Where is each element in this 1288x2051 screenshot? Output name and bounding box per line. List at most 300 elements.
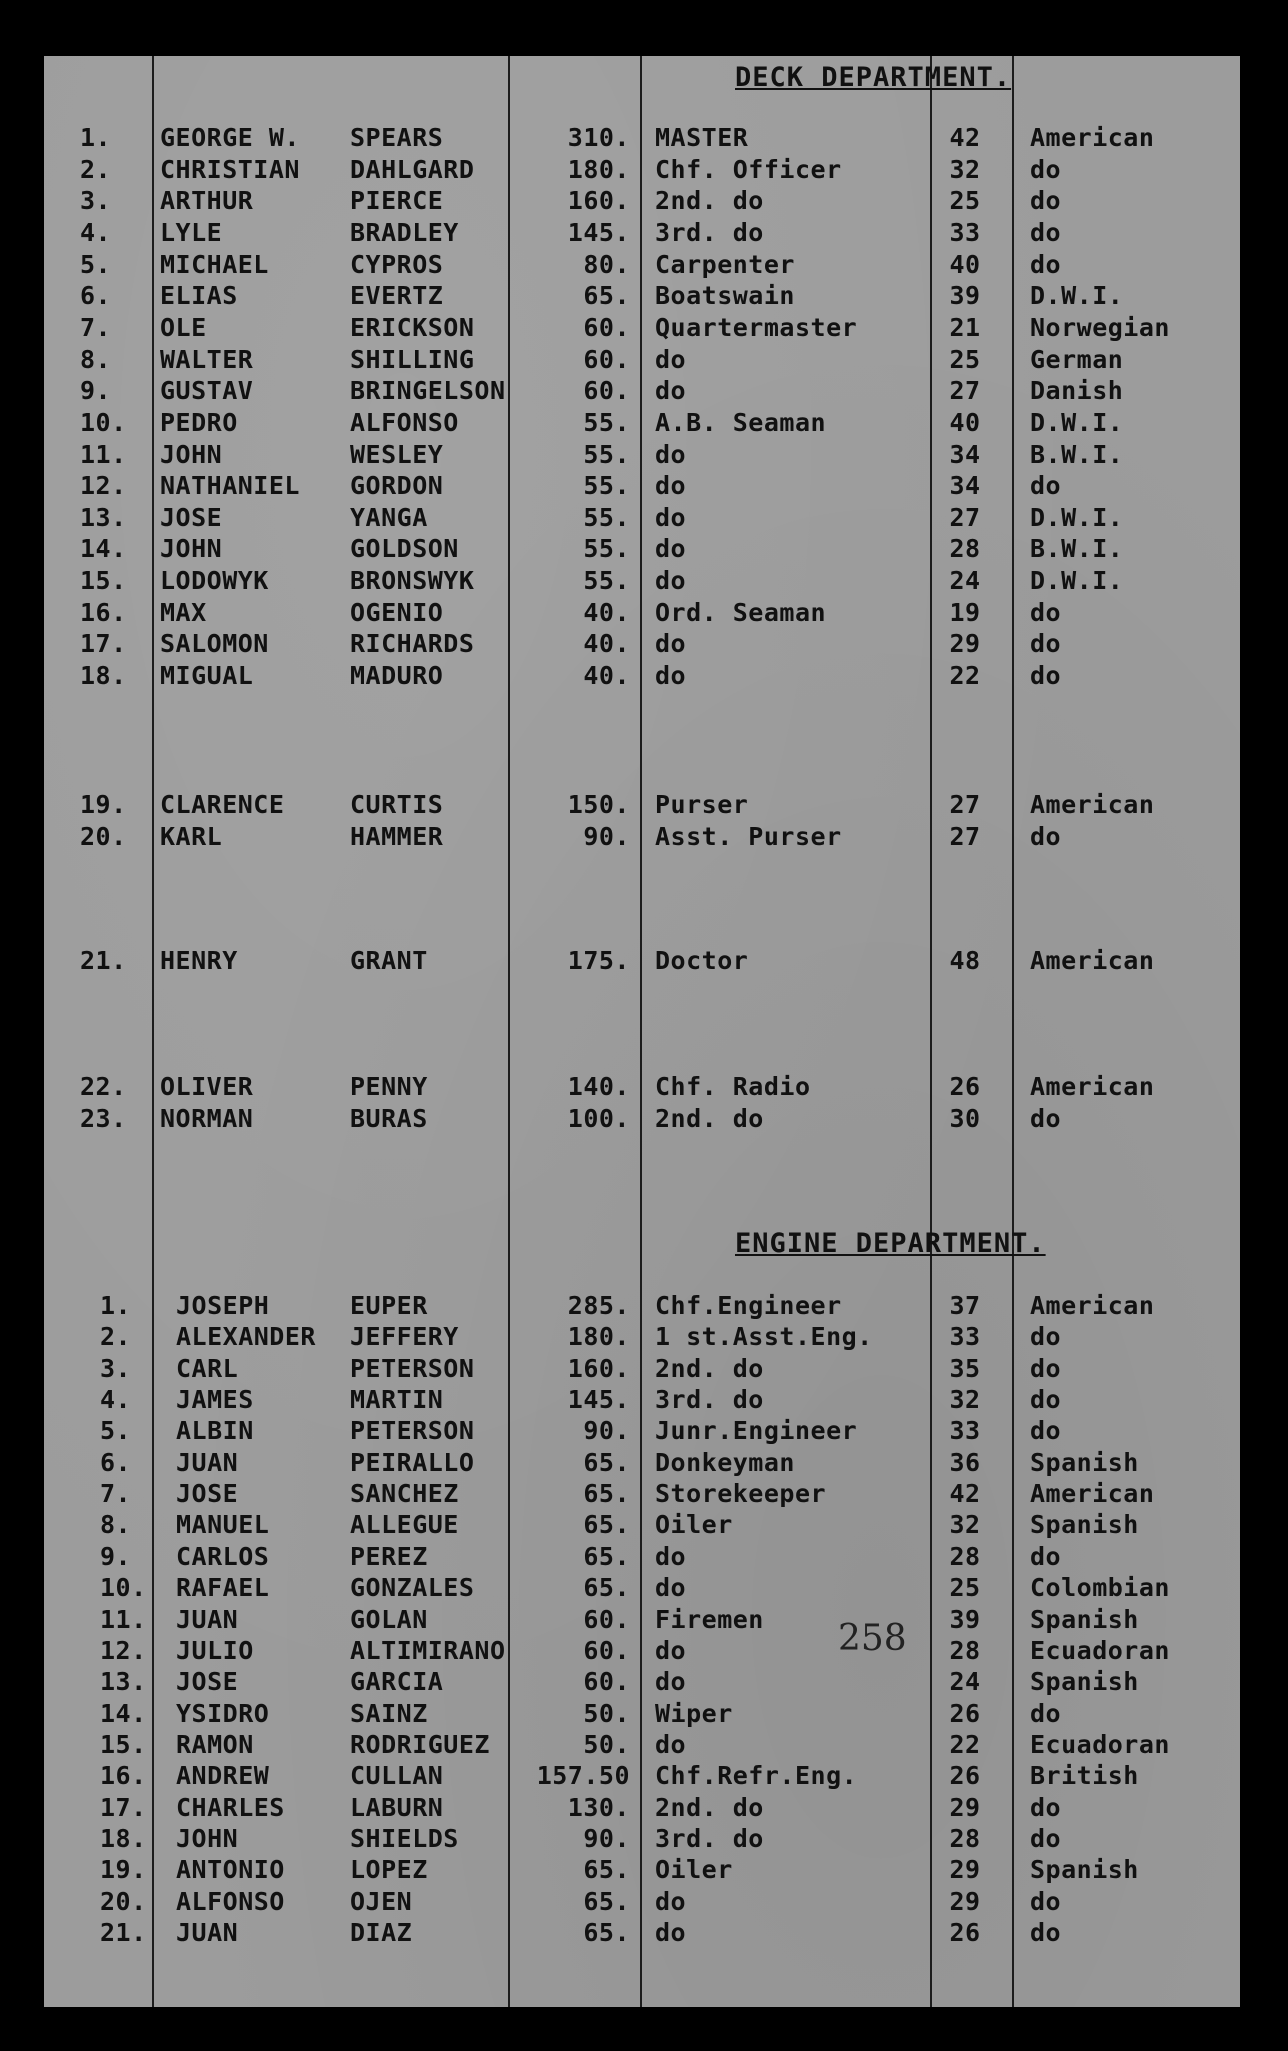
wage: 140. [567, 1072, 630, 1101]
row-number: 23. [80, 1104, 127, 1133]
first-name: JOHN [160, 534, 223, 563]
nationality: do [1030, 1542, 1062, 1571]
first-name: MIGUAL [160, 661, 254, 690]
first-name: LYLE [160, 218, 223, 247]
last-name: PETERSON [350, 1354, 475, 1383]
wage: 160. [567, 1354, 630, 1383]
nationality: do [1030, 1824, 1062, 1853]
last-name: PIERCE [350, 186, 444, 215]
first-name: ELIAS [160, 281, 238, 310]
age: 27 [949, 790, 981, 819]
last-name: PENNY [350, 1072, 428, 1101]
row-number: 14. [100, 1699, 147, 1728]
rating: Asst. Purser [655, 822, 842, 851]
wage: 65. [583, 1855, 630, 1884]
crew-row [0, 1321, 1288, 1353]
crew-row [0, 1478, 1288, 1510]
wage: 55. [583, 408, 630, 437]
nationality: do [1030, 1699, 1062, 1728]
nationality: American [1030, 790, 1155, 819]
age: 39 [949, 1605, 981, 1634]
row-number: 19. [100, 1855, 147, 1884]
rating: 3rd. do [655, 218, 764, 247]
last-name: CULLAN [350, 1761, 444, 1790]
first-name: RAMON [176, 1730, 254, 1759]
age: 29 [949, 1793, 981, 1822]
rating: Ord. Seaman [655, 598, 827, 627]
last-name: GARCIA [350, 1667, 444, 1696]
crew-row [0, 789, 1288, 821]
rating: Chf. Officer [655, 155, 842, 184]
last-name: DAHLGARD [350, 155, 475, 184]
rating: Chf.Refr.Eng. [655, 1761, 858, 1790]
last-name: WESLEY [350, 440, 444, 469]
nationality: Danish [1030, 376, 1124, 405]
nationality: do [1030, 155, 1062, 184]
last-name: SANCHEZ [350, 1479, 459, 1508]
row-number: 7. [80, 313, 112, 342]
row-number: 20. [80, 822, 127, 851]
crew-row [0, 502, 1288, 534]
nationality: do [1030, 661, 1062, 690]
nationality: do [1030, 1385, 1062, 1414]
wage: 40. [583, 598, 630, 627]
nationality: D.W.I. [1030, 281, 1124, 310]
crew-row [0, 1384, 1288, 1416]
row-number: 4. [80, 218, 112, 247]
first-name: MANUEL [176, 1510, 270, 1539]
nationality: do [1030, 1354, 1062, 1383]
first-name: CHRISTIAN [160, 155, 300, 184]
first-name: ANTONIO [176, 1855, 285, 1884]
first-name: SALOMON [160, 629, 269, 658]
age: 42 [949, 1479, 981, 1508]
row-number: 5. [100, 1416, 132, 1445]
nationality: American [1030, 946, 1155, 975]
first-name: CARL [176, 1354, 239, 1383]
age: 24 [949, 1667, 981, 1696]
last-name: OJEN [350, 1887, 413, 1916]
rating: Chf.Engineer [655, 1291, 842, 1320]
age: 26 [949, 1699, 981, 1728]
last-name: YANGA [350, 503, 428, 532]
wage: 60. [583, 1636, 630, 1665]
row-number: 17. [100, 1793, 147, 1822]
age: 26 [949, 1072, 981, 1101]
last-name: HAMMER [350, 822, 444, 851]
age: 32 [949, 155, 981, 184]
first-name: HENRY [160, 946, 238, 975]
crew-row [0, 1917, 1288, 1949]
last-name: RICHARDS [350, 629, 475, 658]
first-name: ALFONSO [176, 1887, 285, 1916]
row-number: 12. [100, 1636, 147, 1665]
age: 32 [949, 1510, 981, 1539]
rating: do [655, 566, 687, 595]
last-name: CURTIS [350, 790, 444, 819]
engine-department-heading: ENGINE DEPARTMENT. [735, 1228, 1046, 1259]
crew-row [0, 945, 1288, 977]
age: 33 [949, 1416, 981, 1445]
rating: A.B. Seaman [655, 408, 827, 437]
last-name: BRADLEY [350, 218, 459, 247]
wage: 50. [583, 1699, 630, 1728]
nationality: do [1030, 471, 1062, 500]
last-name: SPEARS [350, 123, 444, 152]
first-name: JUAN [176, 1918, 239, 1947]
row-number: 10. [100, 1573, 147, 1602]
row-number: 22. [80, 1072, 127, 1101]
row-number: 15. [100, 1730, 147, 1759]
wage: 50. [583, 1730, 630, 1759]
first-name: MICHAEL [160, 250, 269, 279]
nationality: D.W.I. [1030, 566, 1124, 595]
age: 35 [949, 1354, 981, 1383]
first-name: CARLOS [176, 1542, 270, 1571]
wage: 65. [583, 1573, 630, 1602]
nationality: do [1030, 1918, 1062, 1947]
wage: 180. [567, 155, 630, 184]
row-number: 13. [100, 1667, 147, 1696]
crew-row [0, 344, 1288, 376]
age: 28 [949, 1824, 981, 1853]
age: 25 [949, 186, 981, 215]
nationality: D.W.I. [1030, 408, 1124, 437]
crew-row [0, 1353, 1288, 1385]
crew-row [0, 821, 1288, 853]
nationality: do [1030, 1887, 1062, 1916]
age: 33 [949, 1322, 981, 1351]
first-name: GEORGE W. [160, 123, 300, 152]
nationality: Spanish [1030, 1855, 1139, 1884]
wage: 65. [583, 1542, 630, 1571]
last-name: MARTIN [350, 1385, 444, 1414]
last-name: GONZALES [350, 1573, 475, 1602]
wage: 160. [567, 186, 630, 215]
last-name: BRINGELSON [350, 376, 506, 405]
rating: do [655, 471, 687, 500]
wage: 40. [583, 629, 630, 658]
row-number: 18. [100, 1824, 147, 1853]
wage: 130. [567, 1793, 630, 1822]
crew-row [0, 1854, 1288, 1886]
wage: 60. [583, 376, 630, 405]
deck-department-heading: DECK DEPARTMENT. [735, 62, 1012, 93]
nationality: Norwegian [1030, 313, 1170, 342]
crew-row [0, 375, 1288, 407]
rating: Purser [655, 790, 749, 819]
nationality: do [1030, 1322, 1062, 1351]
nationality: Spanish [1030, 1448, 1139, 1477]
nationality: B.W.I. [1030, 534, 1124, 563]
nationality: B.W.I. [1030, 440, 1124, 469]
wage: 65. [583, 1887, 630, 1916]
first-name: ALEXANDER [176, 1322, 316, 1351]
crew-row [0, 1698, 1288, 1730]
crew-row [0, 1729, 1288, 1761]
first-name: LODOWYK [160, 566, 269, 595]
last-name: ALFONSO [350, 408, 459, 437]
crew-row [0, 312, 1288, 344]
age: 24 [949, 566, 981, 595]
last-name: ALTIMIRANO [350, 1636, 506, 1665]
nationality: Spanish [1030, 1667, 1139, 1696]
row-number: 7. [100, 1479, 132, 1508]
rating: Donkeyman [655, 1448, 795, 1477]
row-number: 11. [100, 1605, 147, 1634]
last-name: LOPEZ [350, 1855, 428, 1884]
nationality: German [1030, 345, 1124, 374]
first-name: JOHN [176, 1824, 239, 1853]
crew-row [0, 185, 1288, 217]
row-number: 8. [100, 1510, 132, 1539]
first-name: JULIO [176, 1636, 254, 1665]
row-number: 3. [100, 1354, 132, 1383]
row-number: 2. [80, 155, 112, 184]
row-number: 6. [100, 1448, 132, 1477]
wage: 55. [583, 503, 630, 532]
rating: Boatswain [655, 281, 795, 310]
wage: 175. [567, 946, 630, 975]
crew-row [0, 1509, 1288, 1541]
nationality: do [1030, 629, 1062, 658]
age: 42 [949, 123, 981, 152]
rating: do [655, 1887, 687, 1916]
first-name: OLIVER [160, 1072, 254, 1101]
rating: do [655, 1667, 687, 1696]
rating: do [655, 376, 687, 405]
nationality: Spanish [1030, 1510, 1139, 1539]
rating: Junr.Engineer [655, 1416, 858, 1445]
first-name: MAX [160, 598, 207, 627]
nationality: do [1030, 1416, 1062, 1445]
rating: 2nd. do [655, 1104, 764, 1133]
rating: do [655, 1542, 687, 1571]
wage: 157.50 [536, 1761, 630, 1790]
first-name: JUAN [176, 1448, 239, 1477]
rating: do [655, 345, 687, 374]
rating: Oiler [655, 1855, 733, 1884]
row-number: 9. [80, 376, 112, 405]
first-name: NORMAN [160, 1104, 254, 1133]
rating: Carpenter [655, 250, 795, 279]
first-name: JOSE [176, 1667, 239, 1696]
row-number: 4. [100, 1385, 132, 1414]
age: 29 [949, 1887, 981, 1916]
last-name: SAINZ [350, 1699, 428, 1728]
first-name: CLARENCE [160, 790, 285, 819]
nationality: American [1030, 1291, 1155, 1320]
nationality: do [1030, 822, 1062, 851]
crew-row [0, 1886, 1288, 1918]
crew-row [0, 1415, 1288, 1447]
rating: 2nd. do [655, 1354, 764, 1383]
rating: Chf. Radio [655, 1072, 811, 1101]
last-name: PETERSON [350, 1416, 475, 1445]
first-name: JOSEPH [176, 1291, 270, 1320]
row-number: 16. [100, 1761, 147, 1790]
row-number: 18. [80, 661, 127, 690]
first-name: PEDRO [160, 408, 238, 437]
first-name: WALTER [160, 345, 254, 374]
crew-row [0, 1572, 1288, 1604]
wage: 100. [567, 1104, 630, 1133]
last-name: EVERTZ [350, 281, 444, 310]
wage: 60. [583, 313, 630, 342]
nationality: do [1030, 186, 1062, 215]
first-name: RAFAEL [176, 1573, 270, 1602]
rating: Doctor [655, 946, 749, 975]
last-name: GOLAN [350, 1605, 428, 1634]
rating: 2nd. do [655, 1793, 764, 1822]
rating: do [655, 1573, 687, 1602]
wage: 60. [583, 1667, 630, 1696]
first-name: GUSTAV [160, 376, 254, 405]
rating: 3rd. do [655, 1385, 764, 1414]
crew-row [0, 1447, 1288, 1479]
wage: 65. [583, 1918, 630, 1947]
crew-row [0, 533, 1288, 565]
rating: Wiper [655, 1699, 733, 1728]
nationality: Spanish [1030, 1605, 1139, 1634]
row-number: 1. [80, 123, 112, 152]
first-name: JUAN [176, 1605, 239, 1634]
age: 27 [949, 503, 981, 532]
crew-row [0, 439, 1288, 471]
rating: Storekeeper [655, 1479, 827, 1508]
first-name: JOHN [160, 440, 223, 469]
wage: 55. [583, 566, 630, 595]
last-name: BURAS [350, 1104, 428, 1133]
row-number: 3. [80, 186, 112, 215]
crew-row [0, 1071, 1288, 1103]
nationality: do [1030, 1793, 1062, 1822]
rating: do [655, 629, 687, 658]
row-number: 16. [80, 598, 127, 627]
last-name: MADURO [350, 661, 444, 690]
nationality: Ecuadoran [1030, 1636, 1170, 1665]
row-number: 19. [80, 790, 127, 819]
wage: 150. [567, 790, 630, 819]
page-number: 258 [838, 1618, 907, 1659]
first-name: CHARLES [176, 1793, 285, 1822]
wage: 145. [567, 1385, 630, 1414]
age: 28 [949, 534, 981, 563]
last-name: ERICKSON [350, 313, 475, 342]
row-number: 12. [80, 471, 127, 500]
age: 19 [949, 598, 981, 627]
age: 37 [949, 1291, 981, 1320]
rating: do [655, 1636, 687, 1665]
first-name: ANDREW [176, 1761, 270, 1790]
crew-row [0, 407, 1288, 439]
wage: 90. [583, 1824, 630, 1853]
age: 48 [949, 946, 981, 975]
nationality: American [1030, 1479, 1155, 1508]
crew-row [0, 597, 1288, 629]
first-name: YSIDRO [176, 1699, 270, 1728]
age: 29 [949, 1855, 981, 1884]
crew-row [0, 1666, 1288, 1698]
first-name: ARTHUR [160, 186, 254, 215]
age: 26 [949, 1761, 981, 1790]
wage: 65. [583, 1448, 630, 1477]
last-name: LABURN [350, 1793, 444, 1822]
row-number: 21. [80, 946, 127, 975]
first-name: KARL [160, 822, 223, 851]
nationality: British [1030, 1761, 1139, 1790]
wage: 310. [567, 123, 630, 152]
rating: Quartermaster [655, 313, 858, 342]
nationality: American [1030, 1072, 1155, 1101]
nationality: do [1030, 598, 1062, 627]
wage: 40. [583, 661, 630, 690]
crew-row [0, 1541, 1288, 1573]
wage: 285. [567, 1291, 630, 1320]
wage: 55. [583, 534, 630, 563]
crew-row [0, 470, 1288, 502]
last-name: PEREZ [350, 1542, 428, 1571]
row-number: 17. [80, 629, 127, 658]
age: 30 [949, 1104, 981, 1133]
rating: do [655, 1918, 687, 1947]
nationality: D.W.I. [1030, 503, 1124, 532]
wage: 65. [583, 1479, 630, 1508]
wage: 90. [583, 1416, 630, 1445]
age: 40 [949, 408, 981, 437]
age: 21 [949, 313, 981, 342]
row-number: 20. [100, 1887, 147, 1916]
rating: do [655, 661, 687, 690]
age: 25 [949, 345, 981, 374]
crew-row [0, 1103, 1288, 1135]
age: 27 [949, 822, 981, 851]
crew-row [0, 280, 1288, 312]
row-number: 8. [80, 345, 112, 374]
crew-row [0, 1792, 1288, 1824]
wage: 65. [583, 1510, 630, 1539]
row-number: 14. [80, 534, 127, 563]
nationality: do [1030, 250, 1062, 279]
age: 28 [949, 1542, 981, 1571]
last-name: JEFFERY [350, 1322, 459, 1351]
wage: 145. [567, 218, 630, 247]
row-number: 9. [100, 1542, 132, 1571]
row-number: 5. [80, 250, 112, 279]
rating: do [655, 534, 687, 563]
rating: 2nd. do [655, 186, 764, 215]
first-name: JOSE [160, 503, 223, 532]
wage: 80. [583, 250, 630, 279]
wage: 60. [583, 345, 630, 374]
age: 25 [949, 1573, 981, 1602]
crew-row [0, 565, 1288, 597]
crew-row [0, 217, 1288, 249]
rating: 3rd. do [655, 1824, 764, 1853]
age: 22 [949, 661, 981, 690]
crew-row [0, 154, 1288, 186]
age: 34 [949, 471, 981, 500]
crew-row [0, 1760, 1288, 1792]
row-number: 1. [100, 1291, 132, 1320]
rating: do [655, 1730, 687, 1759]
age: 27 [949, 376, 981, 405]
last-name: PEIRALLO [350, 1448, 475, 1477]
crew-row [0, 1823, 1288, 1855]
age: 32 [949, 1385, 981, 1414]
wage: 180. [567, 1322, 630, 1351]
crew-row [0, 1604, 1288, 1636]
